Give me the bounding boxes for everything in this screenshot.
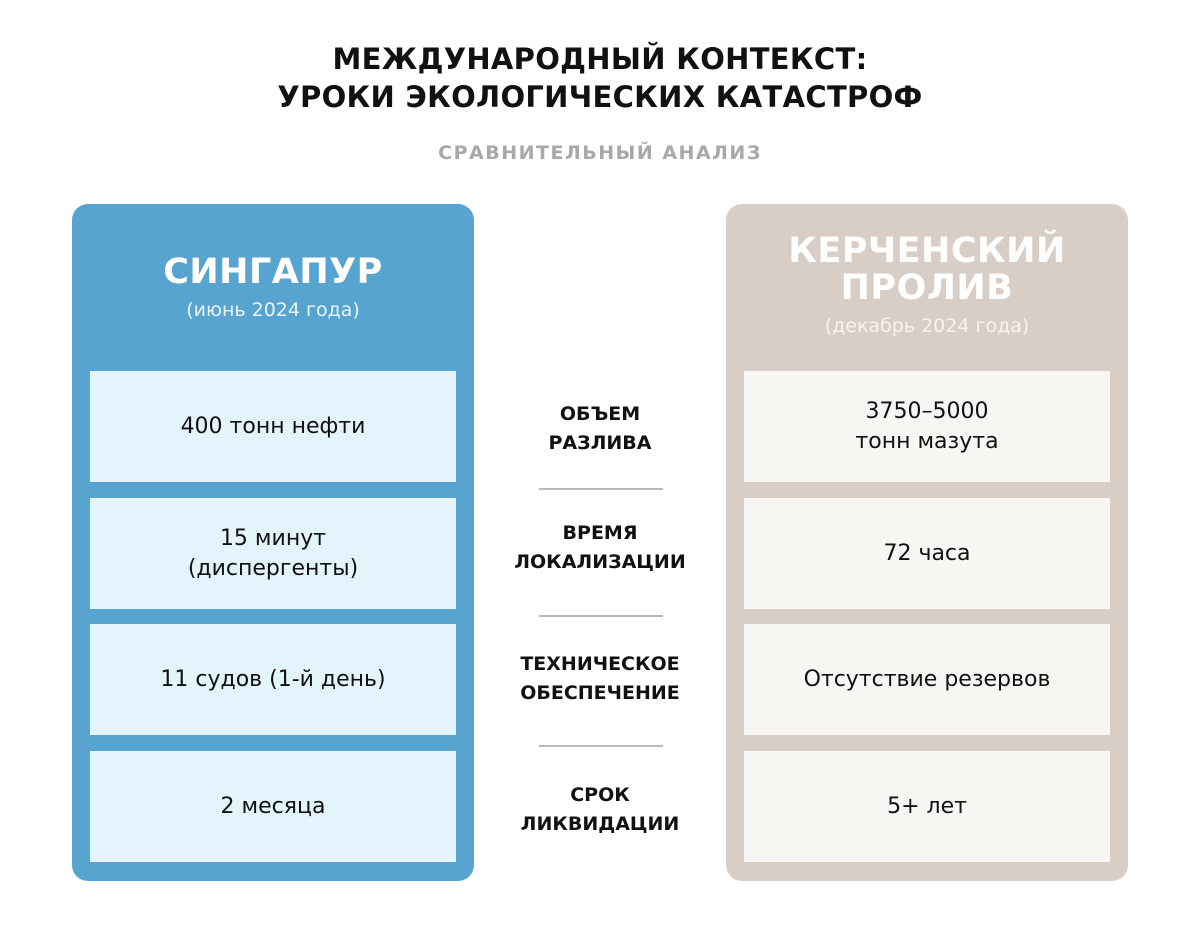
kerch-cell-equipment — [744, 624, 1110, 735]
title-line-1: МЕЖДУНАРОДНЫЙ КОНТЕКСТ: — [332, 42, 868, 76]
singapore-duration-text: 2 месяца — [220, 793, 326, 819]
singapore-cell-duration — [90, 751, 456, 862]
kerch-date: (декабрь 2024 года) — [824, 315, 1030, 337]
page-title — [0, 40, 1200, 116]
singapore-cell-time — [90, 498, 456, 609]
divider-1 — [539, 488, 663, 490]
criterion-volume: ОБЪЕМ РАЗЛИВА — [548, 403, 652, 454]
divider-2 — [539, 615, 663, 617]
singapore-cell-equipment — [90, 624, 456, 735]
kerch-cell-time — [744, 498, 1110, 609]
singapore-equipment-text: 11 судов (1-й день) — [160, 666, 386, 692]
kerch-equipment-text: Отсутствие резервов — [803, 666, 1051, 692]
singapore-cell-volume — [90, 371, 456, 482]
kerch-volume-text: 3750–5000 тонн мазута — [855, 398, 999, 454]
singapore-title: СИНГАПУР — [163, 252, 383, 292]
page-subtitle: СРАВНИТЕЛЬНЫЙ АНАЛИЗ — [438, 142, 762, 164]
kerch-title — [726, 233, 1128, 307]
kerch-panel — [726, 204, 1128, 881]
kerch-title-line-1: КЕРЧЕНСКИЙ — [788, 231, 1066, 271]
singapore-date: (июнь 2024 года) — [186, 299, 360, 321]
singapore-time-text: 15 минут (диспергенты) — [187, 525, 359, 581]
kerch-header — [726, 233, 1128, 337]
kerch-cell-volume — [744, 371, 1110, 482]
kerch-time-text: 72 часа — [883, 540, 971, 566]
singapore-panel — [72, 204, 474, 881]
title-line-2: УРОКИ ЭКОЛОГИЧЕСКИХ КАТАСТРОФ — [277, 80, 923, 114]
kerch-duration-text: 5+ лет — [887, 793, 967, 819]
singapore-volume-text: 400 тонн нефти — [180, 413, 366, 439]
kerch-title-line-2: ПРОЛИВ — [840, 268, 1014, 308]
criterion-duration: СРОК ЛИКВИДАЦИИ — [520, 784, 680, 835]
criterion-time: ВРЕМЯ ЛОКАЛИЗАЦИИ — [514, 522, 686, 573]
divider-3 — [539, 745, 663, 747]
criterion-equipment: ТЕХНИЧЕСКОЕ ОБЕСПЕЧЕНИЕ — [520, 653, 680, 704]
kerch-cell-duration — [744, 751, 1110, 862]
singapore-header — [72, 254, 474, 321]
